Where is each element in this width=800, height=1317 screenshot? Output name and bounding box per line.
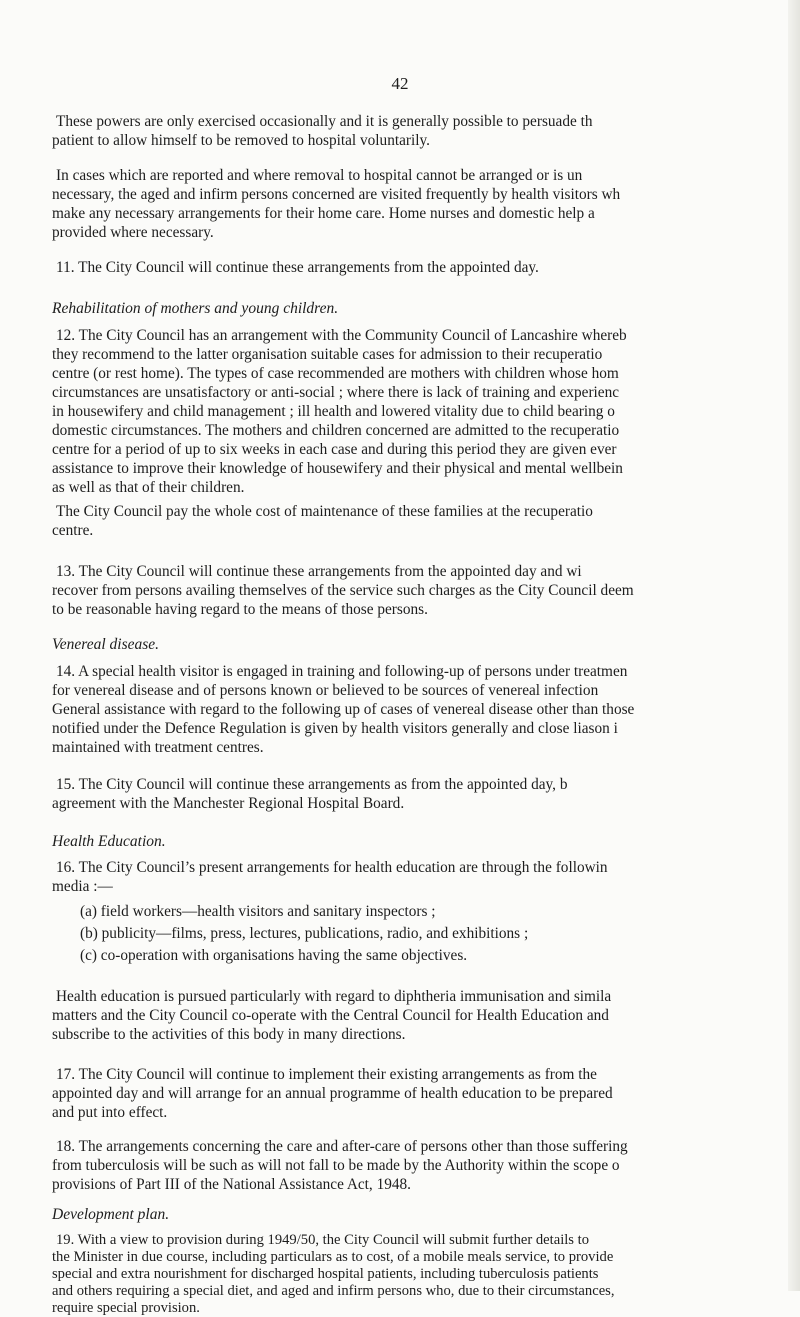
text-line: 18. The arrangements concerning the care and after-care of persons other than those suffering xyxy=(56,1138,628,1155)
text-line: to be reasonable having regard to the means of those persons. xyxy=(52,601,428,618)
paragraph-19-overflow xyxy=(52,1283,788,1316)
list-item: (c) co-operation with organisations having the same objectives. xyxy=(80,947,468,964)
text-line: matters and the City Council co-operate with the Central Council for Health Education and xyxy=(52,1007,609,1024)
text-line: centre (or rest home). The types of case recommended are mothers with children whose hom xyxy=(52,365,619,382)
paragraph-health-education xyxy=(52,987,788,1044)
text-line: 16. The City Council’s present arrangements for health education are through the followin xyxy=(56,859,608,876)
text-line: subscribe to the activities of this body in many directions. xyxy=(52,1026,406,1043)
page-number: 42 xyxy=(391,74,409,93)
heading-venereal: Venereal disease. xyxy=(52,636,160,653)
paragraph-13 xyxy=(52,562,788,619)
list-item: (a) field workers—health visitors and sanitary inspectors ; xyxy=(80,903,436,920)
text-line: 19. With a view to provision during 1949/50, the City Council will submit further details to xyxy=(56,1232,589,1248)
text-line: centre for a period of up to six weeks in each case and during this period they are given ever xyxy=(52,441,617,458)
text-line: These powers are only exercised occasionally and it is generally possible to persuade th xyxy=(56,113,593,130)
heading-health-education: Health Education. xyxy=(52,833,166,850)
text-line: provisions of Part III of the National Assistance Act, 1948. xyxy=(52,1176,411,1193)
text-line: 14. A special health visitor is engaged in training and following-up of persons under treatmen xyxy=(56,663,628,680)
text-line: agreement with the Manchester Regional Hospital Board. xyxy=(52,795,405,812)
paragraph-cases xyxy=(52,166,788,242)
paragraph-cost xyxy=(52,502,788,540)
text-line: Health education is pursued particularly with regard to diphtheria immunisation and simila xyxy=(56,988,612,1005)
text-line: 17. The City Council will continue to implement their existing arrangements as from the xyxy=(56,1066,597,1083)
text-line: 13. The City Council will continue these arrangements from the appointed day and wi xyxy=(56,563,582,580)
text-line: in housewifery and child management ; ill health and lowered vitality due to child bearing o xyxy=(52,403,615,420)
text-line: the Minister in due course, including particulars as to cost, of a mobile meals service, to provide xyxy=(52,1249,614,1265)
text-line: for venereal disease and of persons known or believed to be sources of venereal infection xyxy=(52,682,599,699)
text-line: appointed day and will arrange for an annual programme of health education to be prepared xyxy=(52,1085,613,1102)
paragraph-11 xyxy=(52,258,788,277)
media-list xyxy=(52,901,788,967)
heading-development-plan: Development plan. xyxy=(52,1206,170,1223)
text-line: circumstances are unsatisfactory or anti-social ; where there is lack of training and experienc xyxy=(52,384,620,401)
text-line: and others requiring a special diet, and aged and infirm persons who, due to their circumstances, xyxy=(52,1283,615,1299)
text-line: and put into effect. xyxy=(52,1104,168,1121)
text-line: 15. The City Council will continue these arrangements as from the appointed day, b xyxy=(56,776,568,793)
text-line: assistance to improve their knowledge of housewifery and their physical and mental wellbein xyxy=(52,460,623,477)
text-line: necessary, the aged and infirm persons concerned are visited frequently by health visitors wh xyxy=(52,186,621,203)
text-line: as well as that of their children. xyxy=(52,479,245,496)
page-edge-shadow xyxy=(788,0,800,1291)
paragraph-15 xyxy=(52,775,788,813)
text-line: patient to allow himself to be removed to hospital voluntarily. xyxy=(52,132,430,149)
text-line: from tuberculosis will be such as will not fall to be made by the Authority within the scope o xyxy=(52,1157,620,1174)
text-line: The City Council pay the whole cost of maintenance of these families at the recuperatio xyxy=(56,503,593,520)
paragraph-17 xyxy=(52,1065,788,1122)
text-line: notified under the Defence Regulation is given by health visitors generally and close liason i xyxy=(52,720,618,737)
text-line: media :— xyxy=(52,878,113,895)
paragraph-14 xyxy=(52,662,788,757)
text-line: 12. The City Council has an arrangement with the Community Council of Lancashire whereb xyxy=(56,327,627,344)
text-line: make any necessary arrangements for their home care. Home nurses and domestic help a xyxy=(52,205,595,222)
paragraph-powers xyxy=(52,112,788,150)
list-item: (b) publicity—films, press, lectures, publications, radio, and exhibitions ; xyxy=(80,925,529,942)
heading-rehabilitation: Rehabilitation of mothers and young children. xyxy=(52,300,339,317)
text-line: recover from persons availing themselves of the service such charges as the City Council deem xyxy=(52,582,634,599)
paragraph-19 xyxy=(52,1199,788,1283)
text-line: centre. xyxy=(52,522,94,539)
text-line: domestic circumstances. The mothers and children concerned are admitted to the recuperatio xyxy=(52,422,620,439)
text-line: In cases which are reported and where removal to hospital cannot be arranged or is un xyxy=(56,167,583,184)
paragraph-12 xyxy=(52,326,788,497)
text-line: 11. The City Council will continue these arrangements from the appointed day. xyxy=(56,259,539,276)
text-line: they recommend to the latter organisation suitable cases for admission to their recuperatio xyxy=(52,346,603,363)
text-line: special and extra nourishment for discharged hospital patients, including tuberculosis patients xyxy=(52,1266,599,1282)
paragraph-16 xyxy=(52,858,788,896)
text-line: provided where necessary. xyxy=(52,224,214,241)
paragraph-18 xyxy=(52,1137,788,1194)
text-line: General assistance with regard to the following up of cases of venereal disease other than those xyxy=(52,701,635,718)
text-line: maintained with treatment centres. xyxy=(52,739,264,756)
text-line: require special provision. xyxy=(52,1300,200,1316)
